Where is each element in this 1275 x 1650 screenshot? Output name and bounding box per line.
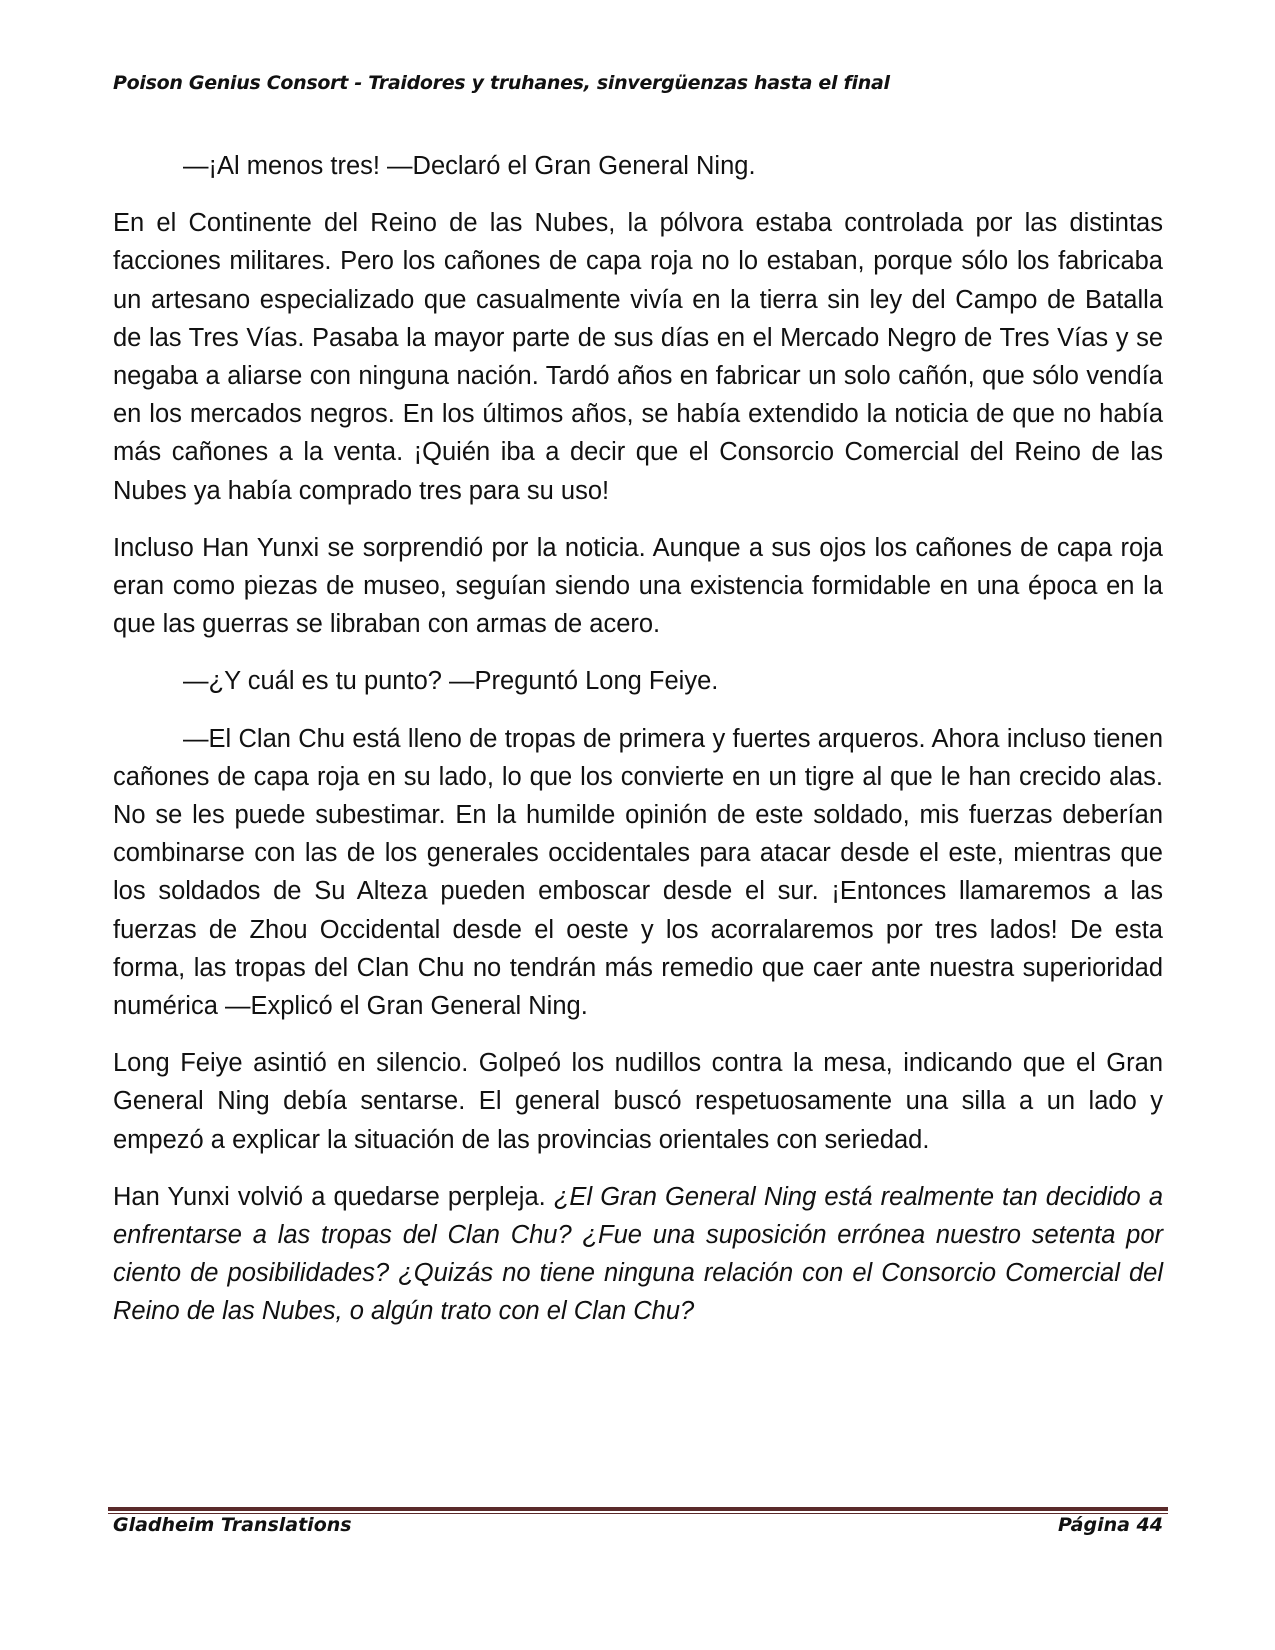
page-header: Poison Genius Consort - Traidores y truhanes, sinvergüenzas hasta el final: [113, 72, 890, 94]
paragraph-dialogue-3: —El Clan Chu está lleno de tropas de primera y fuertes arqueros. Ahora incluso tienen cañones de capa roja en su lado, lo que los convierte en un tigre al que le han crecido alas. No se les puede subestimar. En la humilde opinión de este soldado, mis fuerzas deberían combinarse con las de los generales occidentales para atacar desde el este, mientras que los soldados de Su Alteza pueden emboscar desde el sur. ¡Entonces llamaremos a las fuerzas de Zhou Occidental desde el oeste y los acorralaremos por tres lados! De esta forma, las tropas del Clan Chu no tendrán más remedio que caer ante nuestra superioridad numérica —Explicó el Gran General Ning.: [113, 724, 1163, 1021]
paragraph-dialogue-2: —¿Y cuál es tu punto? —Preguntó Long Feiye.: [183, 667, 719, 696]
footer-credit: Gladheim Translations: [113, 1514, 352, 1536]
paragraph-4: [113, 1178, 1163, 1331]
paragraph-2: Incluso Han Yunxi se sorprendió por la noticia. Aunque a sus ojos los cañones de capa roja eran como piezas de museo, seguían siendo una existencia formidable en una época en la que las guerras se libraban con armas de acero.: [113, 533, 1163, 639]
page-footer: [113, 1514, 1163, 1536]
paragraph-dialogue-1: —¡Al menos tres! —Declaró el Gran General Ning.: [183, 152, 756, 180]
paragraph-4-thought: ¿El Gran General Ning está realmente tan decidido a enfrentarse a las tropas del Clan Chu? ¿Fue una suposición errónea nuestro setenta por ciento de posibilidades? ¿Quizás no tiene ninguna relación con el Consorcio Comercial del Reino de las Nubes, o algún trato con el Clan Chu?: [113, 1182, 1164, 1326]
paragraph-3: Long Feiye asintió en silencio. Golpeó los nudillos contra la mesa, indicando que el Gran General Ning debía sentarse. El general buscó respetuosamente una silla a un lado y empezó a explicar la situación de las provincias orientales con seriedad.: [113, 1049, 1163, 1154]
footer-divider: [108, 1507, 1168, 1514]
page-number: Página 44: [1057, 1514, 1163, 1536]
paragraph-4-lead: Han Yunxi volvió a quedarse perpleja.: [113, 1182, 554, 1211]
body-text: [113, 147, 1163, 1350]
footer-divider-thick: [108, 1507, 1168, 1511]
paragraph-1: En el Continente del Reino de las Nubes, la pólvora estaba controlada por las distintas facciones militares. Pero los cañones de capa roja no lo estaban, porque sólo los fabricaba un artesano especializado que casualmente vivía en la tierra sin ley del Campo de Batalla de las Tres Vías. Pasaba la mayor parte de sus días en el Mercado Negro de Tres Vías y se negaba a aliarse con ninguna nación. Tardó años en fabricar un solo cañón, que sólo vendía en los mercados negros. En los últimos años, se había extendido la noticia de que no había más cañones a la venta. ¡Quién iba a decir que el Consorcio Comercial del Reino de las Nubes ya había comprado tres para su uso!: [113, 209, 1163, 505]
